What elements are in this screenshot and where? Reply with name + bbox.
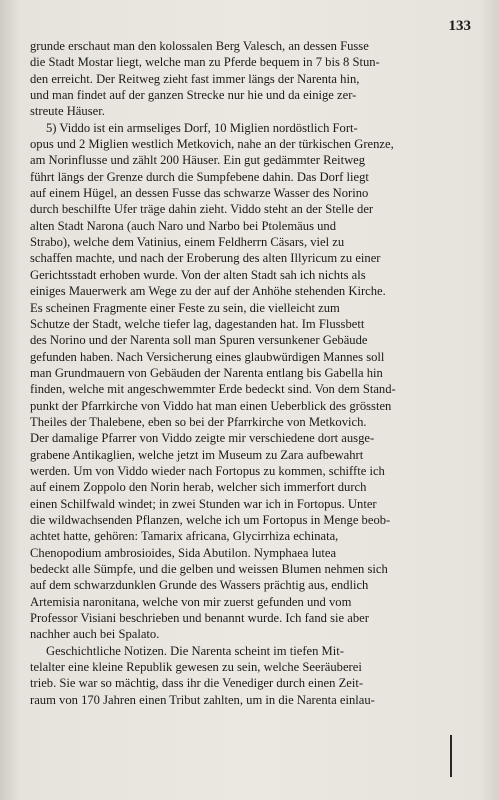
- text-line: führt längs der Grenze durch die Sumpfebene dahin. Das Dorf liegt: [30, 169, 369, 184]
- text-line: am Norinflusse und zählt 200 Häuser. Ein gut gedämmter Reitweg: [30, 153, 366, 168]
- text-line: einiges Mauerwerk am Wege zu der auf der Anhöhe stehenden Kirche.: [30, 284, 386, 299]
- text-line: die wildwachsenden Pflanzen, welche ich um Fortopus in Menge beob-: [30, 512, 391, 527]
- text-line: Theiles der Thalebene, eben so bei der Pfarrkirche von Metkovich.: [30, 414, 367, 429]
- text-line: Gerichtsstadt erhoben wurde. Von der alten Stadt sah ich nichts als: [30, 267, 366, 282]
- text-line: den erreicht. Der Reitweg zieht fast immer längs der Narenta hin,: [30, 71, 360, 86]
- text-line: Chenopodium ambrosioides, Sida Abutilon. Nymphaea lutea: [30, 545, 337, 560]
- text-line: einen Schilfwald windet; in zwei Stunden war ich in Fortopus. Unter: [30, 496, 377, 511]
- text-line: bedeckt alle Sümpfe, und die gelben und weissen Blumen nehmen sich: [30, 562, 388, 576]
- text-line: die Stadt Mostar liegt, welche man zu Pferde bequem in 7 bis 8 Stun-: [30, 55, 380, 70]
- text-line: gefunden haben. Nach Versicherung eines glaubwürdigen Mannes soll: [30, 349, 385, 364]
- text-line: grabene Antikaglien, welche jetzt im Museum zu Zara aufbewahrt: [30, 447, 364, 462]
- text-line: Schutze der Stadt, welche tiefer lag, dagestanden hat. Im Flussbett: [30, 316, 365, 331]
- text-line: opus und 2 Miglien westlich Metkovich, nahe an der türkischen Grenze,: [30, 137, 394, 152]
- text-line: werden. Um von Viddo wieder nach Fortopus zu kommen, schiffte ich: [30, 463, 385, 478]
- text-line: telalter eine kleine Republik gewesen zu sein, welche Seeräuberei: [30, 660, 362, 675]
- text-line: Professor Visiani beschrieben und benannt wurde. Ich fand sie aber: [30, 611, 369, 626]
- text-line: Es scheinen Fragmente einer Feste zu sein, die vielleicht zum: [30, 300, 340, 315]
- text-line: Strabo), welche dem Vatinius, einem Feldherrn Cäsars, viel zu: [30, 235, 345, 250]
- text-line: finden, welche mit angeschwemmter Erde bedeckt sind. Von dem Stand-: [30, 382, 396, 397]
- text-line: schaffen machte, und nach der Eroberung des alten Illyricum zu einer: [30, 251, 381, 266]
- body-text: [30, 38, 468, 708]
- page-number: 133: [448, 18, 471, 34]
- text-line: nachher auch bei Spalato.: [30, 627, 160, 642]
- text-line: Der damalige Pfarrer von Viddo zeigte mir verschiedene dort ausge-: [30, 431, 375, 446]
- text-line: und man findet auf der ganzen Strecke nur hie und da einige zer-: [30, 88, 357, 103]
- text-line: punkt der Pfarrkirche von Viddo hat man einen Ueberblick des grössten: [30, 398, 392, 413]
- text-line: alten Stadt Narona (auch Naro und Narbo bei Ptolemäus und: [30, 218, 337, 233]
- text-line: achtet hatte, gehören: Tamarix africana, Glycirrhiza echinata,: [30, 529, 339, 544]
- text-line: trieb. Sie war so mächtig, dass ihr die Venediger durch einen Zeit-: [30, 676, 364, 691]
- text-line: auf einem Hügel, an dessen Fusse das schwarze Wasser des Norino: [30, 186, 369, 201]
- text-line: raum von 170 Jahren einen Tribut zahlten, um in die Narenta einlau-: [30, 692, 375, 707]
- text-line: auf dem schwarzdunklen Grunde des Wassers prächtig aus, endlich: [30, 578, 369, 593]
- text-line: streute Häuser.: [30, 104, 105, 119]
- margin-mark: [450, 735, 452, 777]
- text-line: man Grundmauern von Gebäuden der Narenta entlang bis Gabella hin: [30, 365, 383, 380]
- paragraph-start-line: Geschichtliche Notizen. Die Narenta scheint im tiefen Mit-: [46, 643, 344, 658]
- text-line: des Norino und der Narenta soll man Spuren versunkener Gebäude: [30, 333, 368, 348]
- text-line: Artemisia naronitana, welche von mir zuerst gefunden und vom: [30, 594, 352, 609]
- paragraph-start-line: 5) Viddo ist ein armseliges Dorf, 10 Miglien nordöstlich Fort-: [46, 120, 358, 135]
- text-line: grunde erschaut man den kolossalen Berg Valesch, an dessen Fusse: [30, 39, 369, 53]
- text-line: durch beschilfte Ufer träge dahin zieht. Viddo steht an der Stelle der: [30, 202, 374, 217]
- text-line: auf einem Zoppolo den Norin herab, welcher sich immerfort durch: [30, 480, 367, 495]
